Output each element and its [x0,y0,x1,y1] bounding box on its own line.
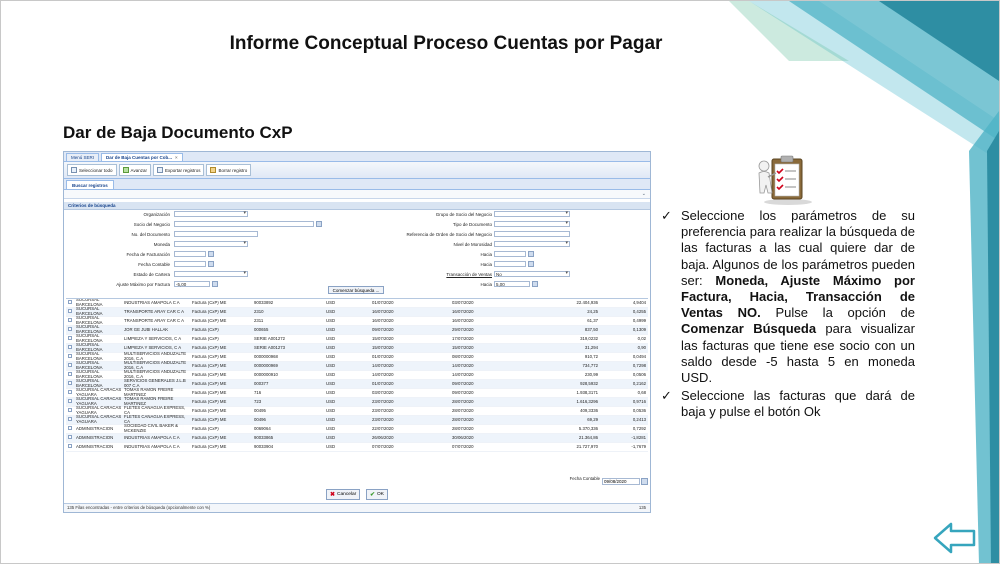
label-estado-cartera: Estado de Cartera [133,272,170,277]
table-row[interactable] [66,425,648,434]
tab-menu[interactable] [66,153,99,161]
table-cell: Factura (CxP) ME [192,318,227,323]
table-cell: 31,294 [584,345,598,350]
row-checkbox[interactable] [66,399,76,405]
ok-button[interactable] [366,489,388,500]
table-cell: FLETES CANAGUA EXPRESS, CA [124,406,186,415]
table-cell: 0,68 [637,390,646,395]
table-cell: 0,2162 [632,381,646,386]
checkbox-box[interactable] [68,318,72,322]
table-cell: LIMPIEZA Y SERVICIOS, C A [124,345,182,350]
row-checkbox[interactable] [66,408,76,414]
table-cell: 03/07/2020 [372,390,394,395]
instructions [661,208,915,421]
checkbox-box[interactable] [68,336,72,340]
table-cell: TRANSPORTE ARAY CAR C A [124,318,184,323]
table-cell: Factura (CxP) ME [192,309,227,314]
table-cell: USD [326,363,336,368]
table-cell: 09/07/2020 [452,390,474,395]
table-cell: Factura (CxP) [192,327,219,332]
socio-input[interactable] [174,221,314,227]
table-row[interactable] [66,434,648,443]
table-cell: 723 [254,399,262,404]
table-cell: 14/07/2020 [452,372,474,377]
table-cell: Factura (CxP) [192,336,219,341]
checkbox-box[interactable] [68,372,72,376]
table-cell: Factura (CxP) ME [192,363,227,368]
organizacion-select[interactable] [174,211,248,217]
select-all-label: Seleccionar todo [79,167,113,173]
label-fecha-contable: Fecha Contable [138,262,170,267]
table-cell: SOCIEDAD CIVIL BAKER & MCKENZIE [124,424,179,433]
table-cell: 837,50 [584,327,598,332]
table-cell: 16/07/2020 [372,309,394,314]
hacia-fecha-facturacion-input[interactable] [494,251,526,257]
hacia-fecha-contable-input[interactable] [494,261,526,267]
figure-shadow [764,199,812,205]
table-cell: USD [326,345,336,350]
table-cell: USD [326,327,336,332]
table-cell: SERVICIOS GENERALES J.L.B 007 C.A [124,379,186,388]
search-subtabs [64,179,650,190]
table-cell: 69,29 [587,417,598,422]
nivel-morosidad-select[interactable] [494,241,570,247]
table-cell: 2311 [254,318,264,323]
checkbox-box[interactable] [68,345,72,349]
table-cell: 21.727,970 [576,444,598,449]
table-cell: INDUSTRIAS AMAPOLA C A [124,435,180,440]
row-checkbox[interactable] [66,390,76,396]
checkbox-box[interactable] [68,300,72,304]
table-cell: 734,772 [582,363,598,368]
table-cell: 29/07/2020 [452,327,474,332]
results-grid [66,298,648,476]
table-cell: SUCURSAL CARACAS YAGUARA [76,406,122,415]
table-cell: 0,0506 [632,372,646,377]
label-ajuste-maximo: Ajuste Máximo por Factura [116,282,170,287]
table-cell: SUCURSAL BARCELONA [76,334,103,343]
check-icon: ✓ [661,388,672,404]
table-cell: 16/07/2020 [452,318,474,323]
transaccion-ventas-select[interactable]: No ▾ [494,271,570,277]
app-screenshot [63,151,651,513]
checkbox-box[interactable] [68,426,72,430]
table-cell: 15/07/2020 [372,345,394,350]
back-arrow-icon[interactable] [933,521,977,555]
table-cell: SERIE A001273 [254,345,286,350]
table-cell: SUCURSAL BARCELONA [76,307,103,316]
checkbox-box[interactable] [68,327,72,331]
select-all-button[interactable] [67,164,117,176]
table-cell: 01/07/2020 [372,381,394,386]
table-cell: 0069064 [254,426,271,431]
label-hacia-2: Hacia [480,262,492,267]
table-cell: 0,9716 [632,399,646,404]
label-grupo-socio: Grupo de Socio del Negocio [435,212,492,217]
tab-menu-label: Menú SERI [71,155,95,160]
figure-body [759,172,772,194]
checkbox-box[interactable] [68,363,72,367]
table-cell: 000377 [254,381,269,386]
checkbox-box[interactable] [68,408,72,412]
hacia-ajuste-input[interactable]: 5,00 [494,281,530,287]
table-cell: 0,4255 [632,309,646,314]
table-cell: INDUSTRIAS AMAPOLA C A [124,300,180,305]
table-cell: Factura (CxP) ME [192,372,227,377]
table-cell: USD [326,354,336,359]
ok-label: OK [377,492,384,497]
tab-buscar-registros[interactable]: Buscar registros [66,180,114,189]
table-cell: 00496 [254,417,266,422]
export-icon [157,167,163,173]
search-form [64,210,650,290]
table-cell: JOR GE JUBI HALLAK [124,327,169,332]
table-cell: 28/07/2020 [452,399,474,404]
table-cell: USD [326,408,336,413]
table-cell: 28/07/2020 [452,426,474,431]
tipo-documento-select[interactable] [494,221,570,227]
moneda-select[interactable] [174,241,248,247]
table-cell: 1.938,3171 [576,390,598,395]
table-cell: 90033865 [254,435,274,440]
table-cell: -1,7679 [631,444,646,449]
fecha-contable-field[interactable]: 09/08/2020 [602,478,640,485]
table-cell: Factura (CxP) ME [192,435,227,440]
table-cell: 23/07/2020 [372,408,394,413]
advance-icon [123,167,129,173]
table-cell: USD [326,399,336,404]
table-cell: SUCURSAL BARCELONA [76,352,103,361]
table-cell: 90033892 [254,300,274,305]
table-cell: SUCURSAL BARCELONA [76,343,103,352]
table-cell: Factura (CxP) ME [192,300,227,305]
checkbox-box[interactable] [68,435,72,439]
status-count: 135 [638,505,646,510]
window-tabs [64,152,650,162]
checkbox-box[interactable] [68,417,72,421]
table-cell: USD [326,318,336,323]
clipboard-figure-icon [750,151,820,206]
calendar-icon[interactable] [208,261,214,267]
table-cell: 03/07/2020 [452,300,474,305]
table-cell: 716 [254,390,262,395]
advance-button[interactable] [119,164,151,176]
table-cell: 5.370,336 [578,426,598,431]
table-cell: USD [326,336,336,341]
advance-label: Avanzar [130,167,147,173]
table-cell: 0,7292 [632,426,646,431]
cancel-label: Cancelar [337,492,357,497]
delete-label: Borrar registro [218,167,248,173]
table-cell: SUCURSAL BARCELONA [76,370,103,379]
table-cell: 0000000968 [254,354,278,359]
estado-cartera-select[interactable] [174,271,248,277]
slide-title: Informe Conceptual Proceso Cuentas por Pagar [229,33,663,54]
table-cell: 0,4999 [632,318,646,323]
table-cell: 0,0494 [632,354,646,359]
table-cell: 09/07/2020 [372,327,394,332]
checkbox-box[interactable] [68,309,72,313]
check-icon: ✓ [661,208,672,223]
table-cell: SUCURSAL BARCELONA [76,325,103,334]
table-cell: 30/06/2020 [452,435,474,440]
checkbox-box[interactable] [68,354,72,358]
label-moneda: Moneda [153,242,170,247]
table-cell: TRANSPORTE ARAY CAR C A [124,309,184,314]
table-cell: SUCURSAL BARCELONA [76,379,103,388]
table-cell: 2310 [254,309,264,314]
table-cell: 0,1309 [632,327,646,332]
fecha-facturacion-input[interactable] [174,251,206,257]
label-documento: No. del Documento [131,232,170,237]
label-hacia-1: Hacia [480,252,492,257]
ok-check-icon: ✔ [370,492,376,498]
begin-search-button[interactable]: Comenzar búsqueda ... [328,286,384,294]
status-bar [64,503,650,512]
tab-dar-de-baja[interactable] [101,153,183,161]
instruction-2 [661,388,915,420]
grupo-socio-select[interactable] [494,211,570,217]
label-organizacion: Organización [143,212,170,217]
row-checkbox[interactable] [66,417,76,423]
table-cell: 0,2413 [632,417,646,422]
table-cell: Factura (CxP) [192,426,219,431]
table-cell: SUCURSAL CARACAS YAGUARA [76,397,122,406]
table-cell: 22.404,936 [576,300,598,305]
table-cell: 319,0232 [580,336,598,341]
table-cell: 15/07/2020 [452,345,474,350]
table-cell: TOMAS RAMON FREIRE MARTINEZ [124,388,174,397]
table-cell: SUCURSAL BARCELONA [76,298,103,307]
table-row[interactable] [66,443,648,452]
table-cell: MULTISERVICIOS ANDUZALTE 2016, C.A [124,361,187,370]
label-fecha-facturacion: Fecha de Facturación [126,252,170,257]
table-cell: SERIE A001272 [254,336,286,341]
table-cell: 000655 [254,327,269,332]
instruction-2-text: Seleccione las facturas que dará de baja y pulse el botón Ok [681,388,915,420]
select-all-icon [71,167,77,173]
table-cell: 21.364,86 [578,435,598,440]
table-cell: 15/07/2020 [372,336,394,341]
checkbox-box[interactable] [68,399,72,403]
row-checkbox[interactable] [66,300,76,306]
table-cell: 14/07/2020 [372,363,394,368]
row-checkbox[interactable] [66,426,76,432]
cancel-button[interactable] [326,489,360,500]
table-cell: USD [326,444,336,449]
table-cell: MULTISERVICIOS ANDUZALTE 2016, C.A [124,352,187,361]
clipboard-clip [781,156,793,162]
delete-button[interactable] [206,164,251,176]
table-cell: 00495 [254,408,266,413]
row-checkbox[interactable] [66,309,76,315]
table-cell: Factura (CxP) ME [192,381,227,386]
table-cell: USD [326,435,336,440]
table-cell: Factura (CxP) ME [192,345,227,350]
table-cell: 4,9404 [632,300,646,305]
table-cell: FLETES CANAGUA EXPRESS, CA [124,415,186,424]
close-icon[interactable]: × [175,155,178,160]
table-row[interactable] [66,326,648,335]
table-cell: 0,7298 [632,363,646,368]
table-cell: USD [326,426,336,431]
status-text: 135 Filas encontradas - entre criterios de búsqueda (opcionalmente con %) [67,505,211,510]
table-cell: Factura (CxP) ME [192,444,227,449]
figure-head [759,161,769,171]
export-label: Exportar registros [164,167,201,173]
row-checkbox[interactable] [66,381,76,387]
table-cell: 01/07/2020 [372,300,394,305]
table-cell: USD [326,381,336,386]
collapse-bar[interactable] [64,190,650,199]
checkbox-box[interactable] [68,381,72,385]
table-cell: 17/07/2020 [452,336,474,341]
table-cell: 07/07/2020 [372,444,394,449]
row-checkbox[interactable] [66,435,76,441]
calendar-icon[interactable] [208,251,214,257]
label-tipo-documento: Tipo de Documento [452,222,492,227]
calendar-icon[interactable] [528,261,534,267]
fecha-contable-label: Fecha Contable [569,476,600,481]
table-cell: SUCURSAL BARCELONA [76,361,103,370]
table-cell: 0,0536 [632,408,646,413]
table-row[interactable] [66,308,648,317]
table-cell: 28/07/2020 [452,417,474,422]
table-row[interactable] [66,317,648,326]
table-row[interactable] [66,299,648,308]
instruction-1-params: Moneda, Ajuste Máximo por Factura, Hacia, Transacción de Ventas NO. [681,272,915,321]
search-socio-icon[interactable] [316,221,322,227]
row-checkbox[interactable] [66,345,76,351]
calendar-icon[interactable] [528,251,534,257]
label-transaccion-ventas: Transacción de Ventas [446,272,492,277]
table-cell: 23/07/2020 [372,417,394,422]
table-cell: 1.616,3296 [576,399,598,404]
label-hacia-3: Hacia [480,282,492,287]
table-row[interactable] [66,335,648,344]
stepper-icon[interactable] [212,281,218,287]
instruction-1-pulse: Pulse la opción de [775,305,915,321]
row-checkbox[interactable] [66,372,76,378]
instruction-1-button: Comenzar Búsqueda [681,321,817,337]
row-checkbox[interactable] [66,327,76,333]
table-cell: Factura (CxP) ME [192,417,227,422]
table-cell: 01/07/2020 [372,354,394,359]
table-cell: USD [326,390,336,395]
back-arrow-shape [935,524,974,552]
table-cell: 07/07/2020 [452,444,474,449]
table-cell: TOMAS RAMON FREIRE MARTINEZ [124,397,174,406]
table-cell: 24,25 [587,309,598,314]
table-cell: Factura (CxP) ME [192,399,227,404]
referencia-orden-input[interactable] [494,231,570,237]
table-cell: 409,3336 [580,408,598,413]
toolbar [64,162,650,179]
table-cell: 14/07/2020 [372,372,394,377]
chevron-down-icon[interactable]: ⌄ [641,191,646,197]
section-title: Dar de Baja Documento CxP [63,123,293,142]
table-cell: 16/07/2020 [372,318,394,323]
export-button[interactable] [153,164,205,176]
table-cell: Factura (CxP) ME [192,390,227,395]
table-cell: INDUSTRIAS AMAPOLA C A [124,444,180,449]
cancel-icon: ✖ [330,492,336,498]
table-cell: 23/07/2020 [372,399,394,404]
delete-icon [210,167,216,173]
table-cell: USD [326,372,336,377]
table-cell: 910,72 [584,354,598,359]
table-cell: 928,5932 [580,381,598,386]
table-cell: MULTISERVICIOS ANDUZALTE 2016, C.A [124,370,187,379]
calendar-icon[interactable] [641,478,648,485]
table-cell: USD [326,300,336,305]
table-cell: SUCURSAL CARACAS YAGUARA [76,388,122,397]
label-socio: Socio del Negocio [133,222,170,227]
table-cell: USD [326,417,336,422]
table-cell: 09/07/2020 [452,381,474,386]
documento-input[interactable] [174,231,258,237]
table-cell: 22/07/2020 [372,426,394,431]
table-cell: 90033904 [254,444,274,449]
table-cell: 14/07/2020 [452,363,474,368]
table-cell: ADMINISTRACIÓN [76,435,114,440]
table-cell: 0000000969 [254,363,278,368]
label-nivel-morosidad: Nivel de Morosidad [453,242,492,247]
row-checkbox[interactable] [66,318,76,324]
table-cell: LIMPIEZA Y SERVICIOS, C A [124,336,182,341]
table-cell: 0000000910 [254,372,278,377]
table-cell: ADMINISTRACIÓN [76,444,114,449]
row-checkbox[interactable] [66,336,76,342]
tab-dar-de-baja-label: Dar de Baja Cuentas por Cob... [106,155,173,160]
table-cell: ADMINISTRACIÓN [76,426,114,431]
table-cell: 61,37 [587,318,598,323]
table-cell: 16/07/2020 [452,309,474,314]
label-referencia-orden: Referencia de Orden de Socio del Negocio [406,232,492,237]
criteria-header: Criterios de búsqueda [64,202,650,210]
row-checkbox[interactable] [66,444,76,450]
table-cell: Factura (CxP) ME [192,354,227,359]
row-checkbox[interactable] [66,363,76,369]
ajuste-maximo-input[interactable]: -5,00 [174,281,210,287]
stepper-icon[interactable] [532,281,538,287]
table-cell: 26/06/2020 [372,435,394,440]
table-cell: SUCURSAL BARCELONA [76,316,103,325]
fecha-contable-input[interactable] [174,261,206,267]
instruction-1-intro: Seleccione los parámetros de su preferencia para realizar la búsqueda de las facturas a las cual quiere dar de baja. Algunos de los parámetros pueden ser: [681,208,915,288]
checkbox-box[interactable] [68,390,72,394]
table-cell: 0,90 [637,345,646,350]
table-cell: 230,99 [584,372,598,377]
checkbox-box[interactable] [68,444,72,448]
table-cell: 0,02 [637,336,646,341]
instruction-1 [661,208,915,386]
table-cell: -1,8281 [631,435,646,440]
table-cell: USD [326,309,336,314]
table-cell: Factura (CxP) ME [192,408,227,413]
row-checkbox[interactable] [66,354,76,360]
instruction-1-rest: para visualizar las facturas que tiene ese socio con un saldo desde -5 hasta 5 en moneda USD. [681,321,915,386]
table-cell: 28/07/2020 [452,408,474,413]
table-cell: 08/07/2020 [452,354,474,359]
table-cell: SUCURSAL CARACAS YAGUARA [76,415,122,424]
